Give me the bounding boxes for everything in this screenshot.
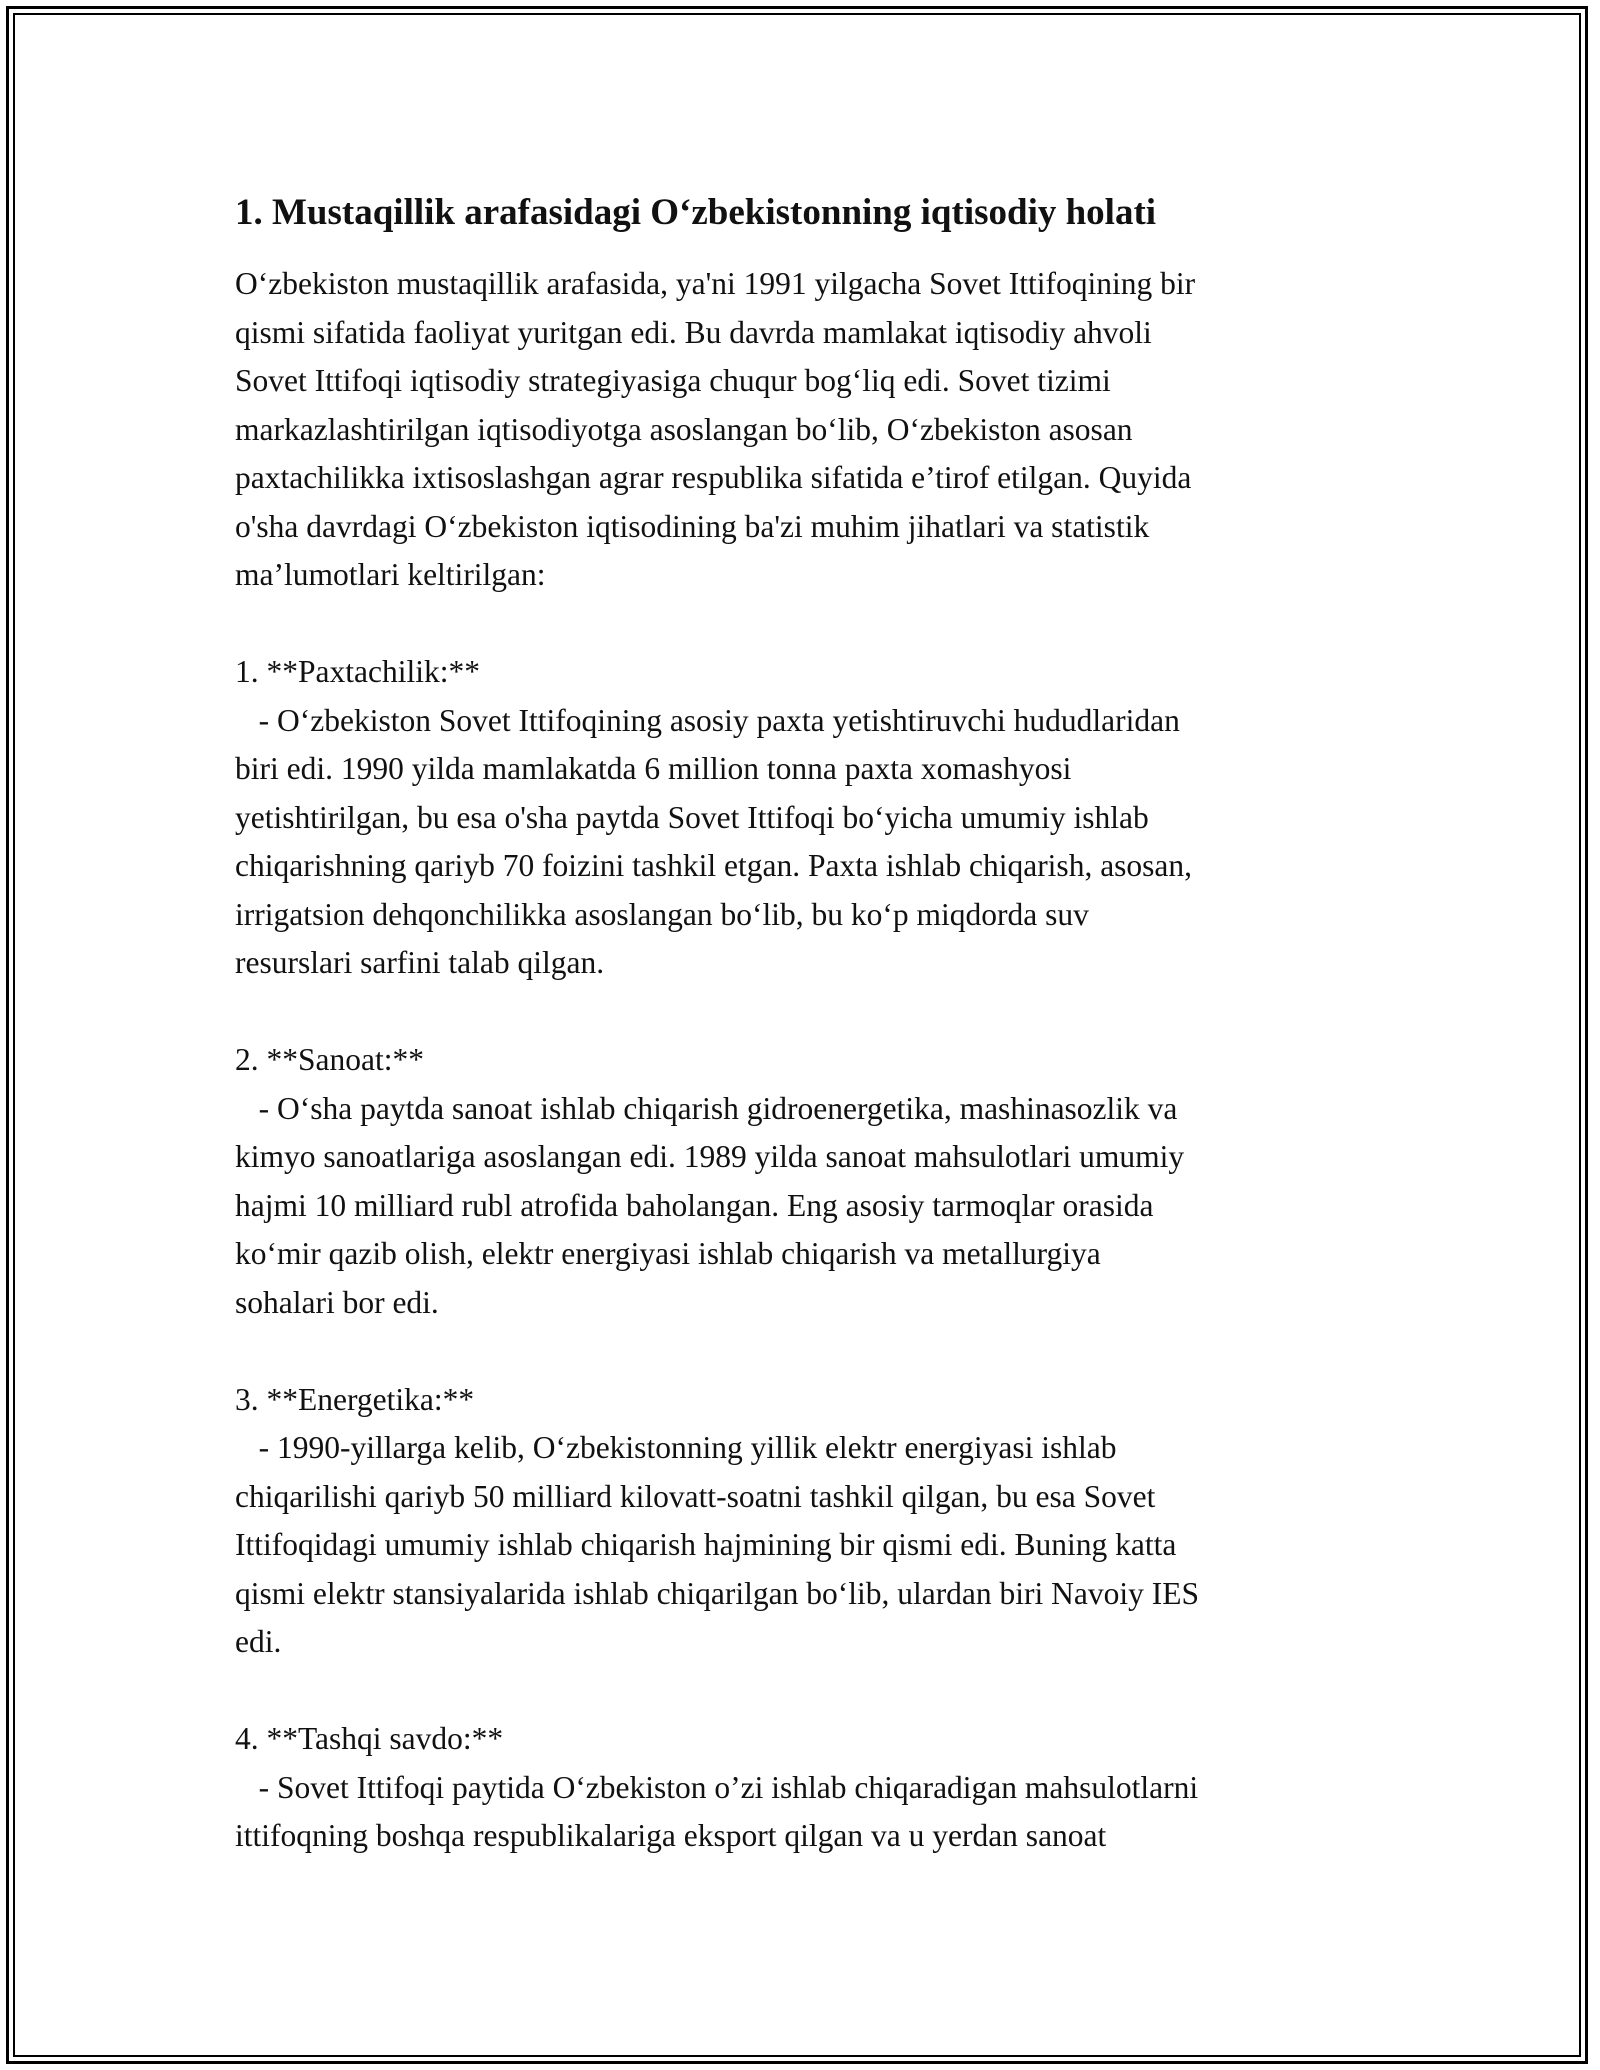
paragraph-gap: [235, 988, 1365, 1037]
paragraph-gap: [235, 1667, 1365, 1716]
intro-line: ma’lumotlari keltirilgan:: [235, 557, 546, 592]
intro-line: markazlashtirilgan iqtisodiyotga asoslangan bo‘lib, O‘zbekiston asosan: [235, 411, 1133, 447]
section-line: ko‘mir qazib olish, elektr energiyasi ishlab chiqarish va metallurgiya: [235, 1236, 1101, 1271]
section-line: yetishtirilgan, bu esa o'sha paytda Sovet Ittifoqi bo‘yicha umumiy ishlab: [235, 799, 1149, 835]
paragraph-gap: [235, 600, 1365, 649]
section-line: edi.: [235, 1624, 282, 1659]
section-heading: 2. **Sanoat:**: [235, 1042, 424, 1077]
document-title: 1. Mustaqillik arafasidagi O‘zbekistonning iqtisodiy holati: [235, 192, 1157, 233]
section-line: qismi elektr stansiyalarida ishlab chiqarilgan bo‘lib, ulardan biri Navoiy IES: [235, 1575, 1200, 1611]
section-line: - 1990-yillarga kelib, O‘zbekistonning yillik elektr energiyasi ishlab: [235, 1430, 1117, 1465]
section-line: chiqarishning qariyb 70 foizini tashkil etgan. Paxta ishlab chiqarish, asosan,: [235, 848, 1193, 883]
section-line: kimyo sanoatlariga asoslangan edi. 1989 yilda sanoat mahsulotlari umumiy: [235, 1139, 1185, 1174]
section-line: resurslari sarfini talab qilgan.: [235, 945, 605, 980]
section-line: hajmi 10 milliard rubl atrofida baholangan. Eng asosiy tarmoqlar orasida: [235, 1187, 1154, 1223]
intro-paragraph: [235, 260, 1365, 600]
section-line: - O‘sha paytda sanoat ishlab chiqarish gidroenergetika, mashinasozlik va: [235, 1090, 1178, 1126]
intro-line: qismi sifatida faoliyat yuritgan edi. Bu davrda mamlakat iqtisodiy ahvoli: [235, 314, 1152, 350]
section-paxtachilik: [235, 648, 1365, 988]
section-line: ittifoqning boshqa respublikalariga eksport qilgan va u yerdan sanoat: [235, 1818, 1107, 1853]
section-heading: 3. **Energetika:**: [235, 1381, 475, 1417]
section-heading: 1. **Paxtachilik:**: [235, 654, 480, 689]
section-line: chiqarilishi qariyb 50 milliard kilovatt-soatni tashkil qilgan, bu esa Sovet: [235, 1478, 1156, 1514]
section-line: irrigatsion dehqonchilikka asoslangan bo‘lib, bu ko‘p miqdorda suv: [235, 896, 1089, 932]
section-line: - Sovet Ittifoqi paytida O‘zbekiston o’zi ishlab chiqaradigan mahsulotlarni: [235, 1769, 1199, 1805]
section-line: - O‘zbekiston Sovet Ittifoqining asosiy paxta yetishtiruvchi hududlaridan: [235, 702, 1180, 738]
section-line: sohalari bor edi.: [235, 1284, 439, 1320]
section-line: biri edi. 1990 yilda mamlakatda 6 million tonna paxta xomashyosi: [235, 751, 1072, 786]
intro-line: O‘zbekiston mustaqillik arafasida, ya'ni 1991 yilgacha Sovet Ittifoqining bir: [235, 266, 1196, 301]
intro-line: Sovet Ittifoqi iqtisodiy strategiyasiga chuqur bog‘liq edi. Sovet tizimi: [235, 363, 1111, 398]
intro-line: paxtachilikka ixtisoslashgan agrar respublika sifatida e’tirof etilgan. Quyida: [235, 460, 1192, 495]
section-sanoat: [235, 1036, 1365, 1327]
document-body: [235, 188, 1365, 1861]
paragraph-gap: [235, 1327, 1365, 1376]
section-heading: 4. **Tashqi savdo:**: [235, 1721, 504, 1756]
intro-line: o'sha davrdagi O‘zbekiston iqtisodining ba'zi muhim jihatlari va statistik: [235, 508, 1150, 544]
section-energetika: [235, 1376, 1365, 1667]
section-line: Ittifoqidagi umumiy ishlab chiqarish hajmining bir qismi edi. Buning katta: [235, 1527, 1177, 1562]
section-tashqi-savdo: [235, 1715, 1365, 1861]
